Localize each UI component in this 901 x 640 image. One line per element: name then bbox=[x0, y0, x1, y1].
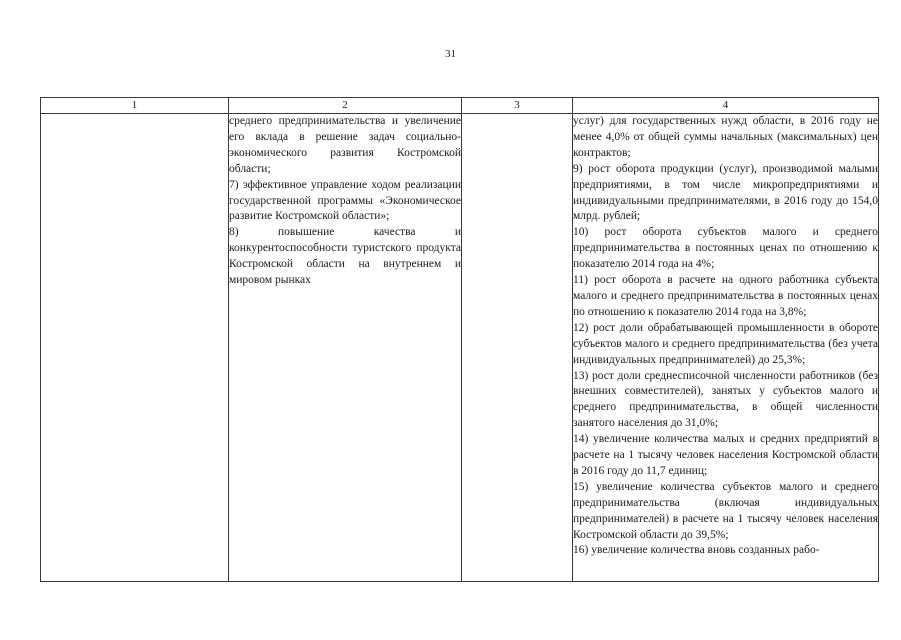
indicator-paragraph: 12) рост доли обрабатывающей промышленности в обороте субъектов малого и среднего предпринимательства (без учета индивидуальных предпринимателей) до 25,3%; bbox=[573, 321, 878, 366]
column-header-3: 3 bbox=[462, 98, 573, 114]
indicator-paragraph: 13) рост доли среднесписочной численности работников (без внешних совместителей), занятых у субъектов малого и среднего предпринимательства, в общей численности занятого населения до 31,0%; bbox=[573, 369, 878, 430]
indicator-paragraph: 11) рост оборота в расчете на одного работника субъекта малого и среднего предпринимательства в постоянных ценах по отношению к показателю 2014 года на 3,8%; bbox=[573, 274, 878, 318]
column-header-1: 1 bbox=[41, 98, 229, 114]
indicator-paragraph: услуг) для государственных нужд области, в 2016 году не менее 4,0% от общей суммы начальных (максимальных) цен контрактов; bbox=[573, 115, 878, 159]
cell-col-2 bbox=[229, 114, 462, 582]
indicator-paragraph: 16) увеличение количества вновь созданных рабо- bbox=[573, 544, 820, 557]
indicator-paragraph: 10) рост оборота субъектов малого и среднего предпринимательства в постоянных ценах по отношению к показателю 2014 года на 4%; bbox=[573, 226, 878, 271]
table-row bbox=[41, 114, 879, 582]
indicator-paragraph: 14) увеличение количества малых и средних предприятий в расчете на 1 тысячу человек населения Костромской области в 2016 году до 11,7 единиц; bbox=[573, 433, 878, 477]
cell-col-3 bbox=[462, 114, 573, 582]
program-table bbox=[40, 97, 879, 582]
goal-paragraph: среднего предпринимательства и увеличение его вклада в решение задач социально-экономического развития Костромской области; bbox=[229, 115, 461, 175]
cell-col-1 bbox=[41, 114, 229, 582]
goal-paragraph: 8) повышение качества и конкурентоспособности туристского продукта Костромской области на внутреннем и мировом рынках bbox=[229, 226, 461, 287]
goal-paragraph: 7) эффективное управление ходом реализации государственной программы «Экономическое развитие Костромской области»; bbox=[229, 178, 461, 223]
column-header-4: 4 bbox=[573, 98, 879, 114]
indicator-paragraph: 9) рост оборота продукции (услуг), производимой малыми предприятиями, в том числе микропредприятиями и индивидуальными предпринимателями, в 2016 году до 154,0 млрд. рублей; bbox=[573, 162, 878, 223]
page-number: 31 bbox=[445, 48, 456, 60]
cell-col-4 bbox=[573, 114, 879, 582]
column-header-2: 2 bbox=[229, 98, 462, 114]
table-header-row bbox=[41, 98, 879, 114]
indicator-paragraph: 15) увеличение количества субъектов малого и среднего предпринимательства (включая индивидуальных предпринимателей) в расчете на 1 тысячу человек населения Костромской области до 39,5%; bbox=[573, 480, 878, 541]
